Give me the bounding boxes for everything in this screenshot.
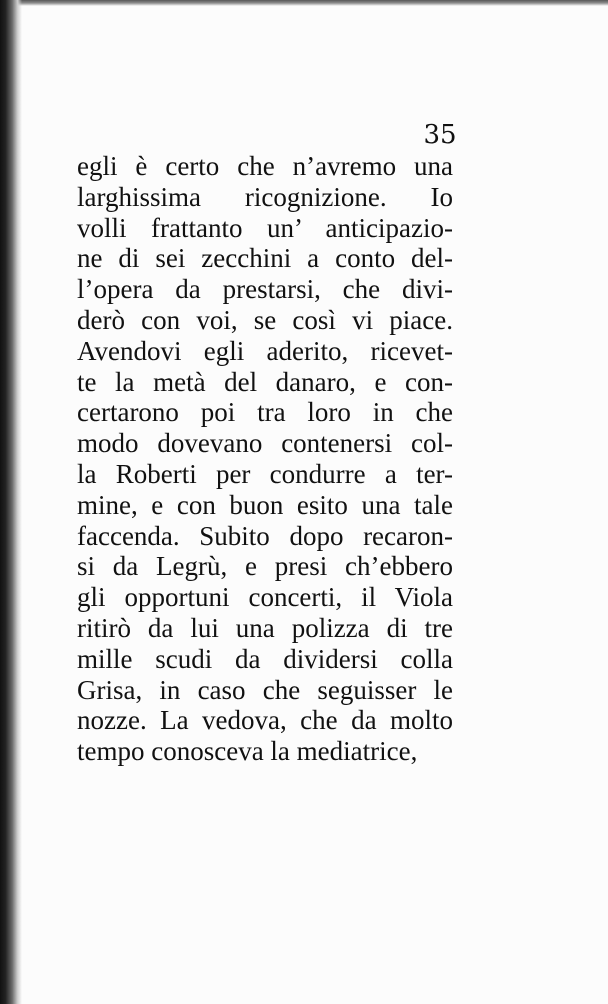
- text-line: Grisa, in caso che seguisser le: [77, 674, 453, 705]
- binding-shadow: [0, 0, 22, 1004]
- text-line: ritirò da lui una polizza di tre: [77, 612, 453, 643]
- text-line: te la metà del danaro, e con-: [77, 366, 453, 397]
- text-line: si da Legrù, e presi ch’ebbero: [77, 551, 453, 582]
- text-line: l’opera da prestarsi, che divi-: [77, 274, 453, 305]
- text-line: derò con voi, se così vi piace.: [77, 304, 453, 335]
- text-line: volli frattanto un’ anticipazio-: [77, 212, 453, 243]
- text-line: larghissima ricognizione. Io: [77, 181, 453, 212]
- page-top-edge: [0, 0, 608, 6]
- text-line: tempo conosceva la mediatrice,: [77, 736, 418, 767]
- text-line: modo dovevano contenersi col-: [77, 428, 453, 459]
- text-line: la Roberti per condurre a ter-: [77, 458, 453, 489]
- text-line: mille scudi da dividersi colla: [77, 643, 453, 674]
- body-text: [77, 151, 453, 767]
- text-line: Avendovi egli aderito, ricevet-: [77, 335, 453, 366]
- text-line: gli opportuni concerti, il Viola: [77, 582, 453, 613]
- text-line: certarono poi tra loro in che: [77, 397, 453, 428]
- page-number: 35: [423, 120, 457, 150]
- text-line: nozze. La vedova, che da molto: [77, 705, 453, 736]
- text-line: egli è certo che n’avremo una: [77, 151, 453, 181]
- text-line: ne di sei zecchini a conto del-: [77, 243, 453, 274]
- text-line: faccenda. Subito dopo recaron-: [77, 520, 453, 551]
- text-line: mine, e con buon esito una tale: [77, 489, 453, 520]
